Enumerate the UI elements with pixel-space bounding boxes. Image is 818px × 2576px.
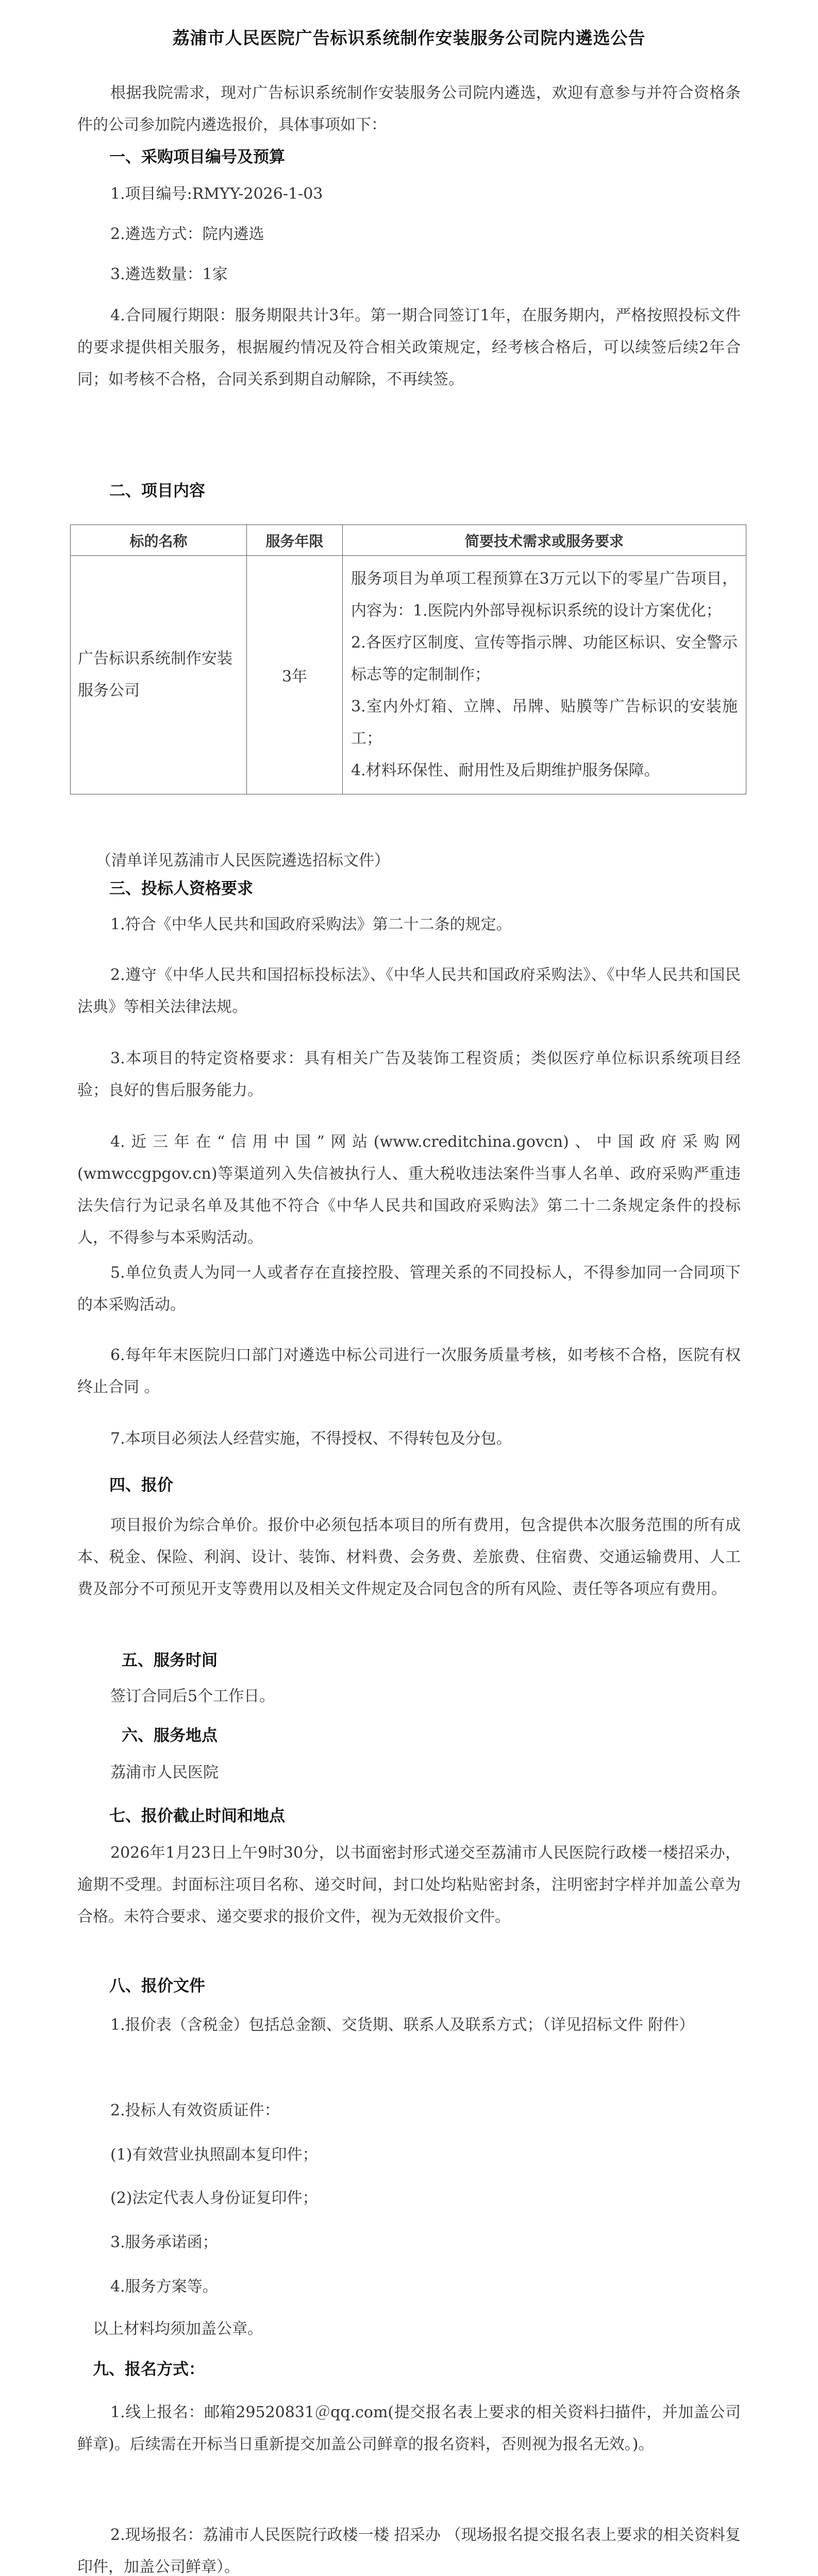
requirement-line: 4.材料环保性、耐用性及后期维护服务保障。: [351, 761, 660, 779]
quote-file-item: 2.投标人有效资质证件：: [110, 2102, 280, 2120]
quote-body: 项目报价为综合单价。报价中必须包括本项目的所有费用，包含提供本次服务范围的所有成本、税金、保险、利润、设计、装饰、材料费、会务费、差旅费、住宿费、交通运输费用、人工费及部分不可预见开支等费用以及相关文件规定及合同包含的所有风险、责任等各项应有费用。: [77, 1516, 741, 1598]
table-row: [71, 556, 746, 794]
onsite-registration: 2.现场报名：荔浦市人民医院行政楼一楼 招采办 （现场报名提交报名表上要求的相关资料复印件，加盖公司鲜章）。: [77, 2526, 741, 2576]
quote-file-item: (2)法定代表人身份证复印件；: [110, 2189, 318, 2207]
project-table: [70, 524, 746, 794]
section-8-heading: 八、报价文件: [109, 1977, 205, 1995]
section-1-heading: 一、采购项目编号及预算: [109, 148, 285, 166]
quote-file-item: 3.服务承诺函；: [110, 2233, 218, 2251]
page-title: 荔浦市人民医院广告标识系统制作安装服务公司院内遴选公告: [172, 28, 646, 48]
qualification-item: 5.单位负责人为同一人或者存在直接控股、管理关系的不同投标人，不得参加同一合同项下的本采购活动。: [77, 1264, 741, 1314]
deadline-body: 2026年1月23日上午9时30分，以书面密封形式递交至荔浦市人民医院行政楼一楼招采办，逾期不受理。封面标注项目名称、递交时间，封口处均粘贴密封条，注明密封字样并加盖公章为合格。未符合要求、递交要求的报价文件，视为无效报价文件。: [77, 1844, 741, 1926]
table-header-row: [71, 525, 746, 556]
qualification-item: 6.每年年末医院归口部门对遴选中标公司进行一次服务质量考核，如考核不合格，医院有权终止合同 。: [77, 1346, 741, 1396]
section-6-heading: 六、服务地点: [122, 1726, 218, 1745]
selection-method: 2.遴选方式：院内遴选: [110, 225, 264, 243]
section-2-heading: 二、项目内容: [109, 482, 205, 500]
quote-file-tail: 以上材料均须加盖公章。: [93, 2320, 263, 2338]
list-note: （清单详见荔浦市人民医院遴选招标文件）: [96, 852, 390, 870]
requirement-line: 2.各医疗区制度、宣传等指示牌、功能区标识、安全警示标志等的定制制作；: [351, 634, 738, 684]
quote-file-item: 4.服务方案等。: [110, 2278, 218, 2296]
requirement-line: 3.室内外灯箱、立牌、吊牌、贴膜等广告标识的安装施工；: [351, 698, 738, 748]
section-3-heading: 三、投标人资格要求: [109, 879, 253, 898]
online-registration: 1.线上报名：邮箱29520831＠qq.com(提交报名表上要求的相关资料扫描件，并加盖公司鲜章)。后续需在开标当日重新提交加盖公司鲜章的报名资料，否则视为报名无效。)。: [77, 2403, 741, 2453]
quote-file-item: 1.报价表（含税金）包括总金额、交货期、联系人及联系方式；（详见招标文件 附件）: [110, 2016, 695, 2034]
requirement-line: 服务项目为单项工程预算在3万元以下的零星广告项目，内容为：1.医院内外部导视标识系统的设计方案优化；: [351, 570, 738, 620]
section-9-heading: 九、报名方式：: [93, 2360, 205, 2379]
table-cell-requirements: [343, 556, 746, 794]
contract-period: 4.合同履行期限：服务期限共计3年。第一期合同签订1年，在服务期内，严格按照投标文件的要求提供相关服务，根据履约情况及符合相关政策规定，经考核合格后，可以续签后续2年合同；如考核不合格，合同关系到期自动解除，不再续签。: [77, 307, 741, 388]
selection-quantity: 3.遴选数量：1家: [110, 265, 228, 283]
table-cell-name: 广告标识系统制作安装服务公司: [71, 556, 247, 794]
qualification-item: 3.本项目的特定资格要求：具有相关广告及装饰工程资质；类似医疗单位标识系统项目经验；良好的售后服务能力。: [77, 1049, 741, 1099]
qualification-item: 4.近三年在“信用中国”网站(www.creditchina.govcn)、中国政府采购网(wmwccgpgov.cn)等渠道列入失信被执行人、重大税收违法案件当事人名单、政府采购严重违法失信行为记录名单及其他不符合《中华人民共和国政府采购法》第二十二条规定条件的投标人，不得参与本采购活动。: [77, 1133, 741, 1247]
table-cell-years: 3年: [247, 556, 343, 794]
service-time: 签订合同后5个工作日。: [110, 1687, 275, 1705]
table-header-years: 服务年限: [247, 525, 343, 556]
table-header-name: 标的名称: [71, 525, 247, 556]
section-5-heading: 五、服务时间: [122, 1651, 218, 1670]
intro-paragraph: 根据我院需求，现对广告标识系统制作安装服务公司院内遴选，欢迎有意参与并符合资格条件的公司参加院内遴选报价，具体事项如下：: [77, 84, 741, 134]
service-location: 荔浦市人民医院: [110, 1764, 219, 1782]
qualification-item: 7.本项目必须法人经营实施，不得授权、不得转包及分包。: [110, 1430, 512, 1448]
quote-file-item: (1)有效营业执照副本复印件；: [110, 2146, 318, 2164]
table-header-requirements: 简要技术需求或服务要求: [343, 525, 746, 556]
section-7-heading: 七、报价截止时间和地点: [109, 1807, 285, 1825]
section-4-heading: 四、报价: [109, 1476, 173, 1495]
qualification-item: 2.遵守《中华人民共和国招标投标法》、《中华人民共和国政府采购法》、《中华人民共和国民法典》等相关法律法规。: [77, 966, 741, 1016]
project-number: 1.项目编号:RMYY-2026-1-03: [110, 185, 323, 203]
qualification-item: 1.符合《中华人民共和国政府采购法》第二十二条的规定。: [110, 916, 512, 934]
